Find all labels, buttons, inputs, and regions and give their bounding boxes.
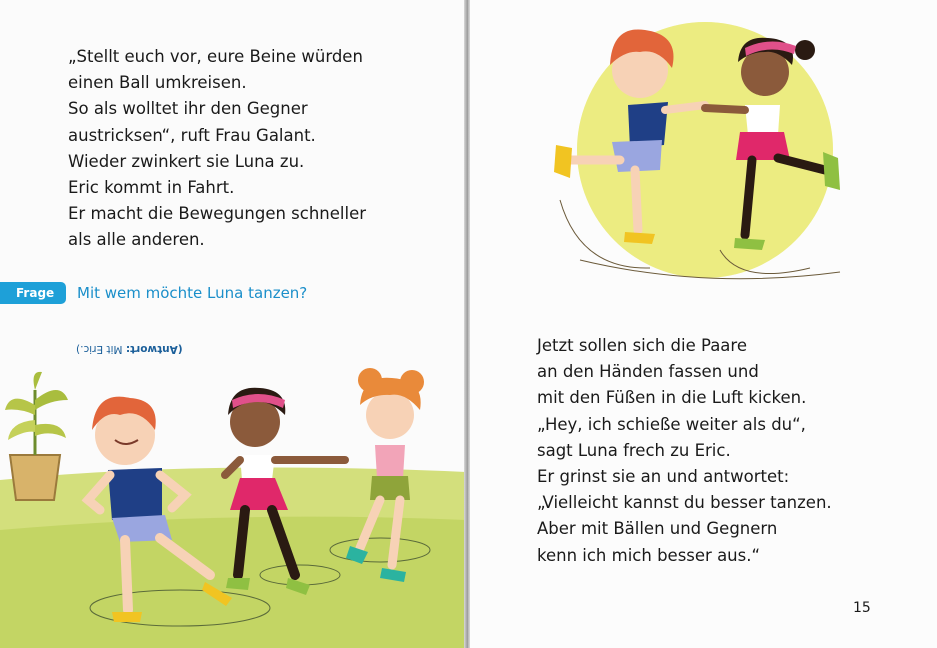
story-line: Wieder zwinkert sie Luna zu. — [68, 151, 305, 171]
story-line: So als wolltet ihr den Gegner — [68, 99, 308, 119]
story-line: sagt Luna frech zu Eric. — [537, 440, 731, 460]
upside-down-answer — [76, 343, 183, 355]
answer-value: Mit Eric.) — [76, 343, 123, 355]
story-line: an den Händen fassen und — [537, 362, 759, 382]
story-line: austricksen“, ruft Frau Galant. — [68, 125, 316, 145]
story-line: Er grinst sie an und antwortet: — [537, 467, 790, 487]
story-line: „Vielleicht kannst du besser tanzen. — [537, 493, 832, 513]
story-line: Eric kommt in Fahrt. — [68, 178, 235, 198]
left-page — [0, 0, 466, 648]
question-text: Mit wem möchte Luna tanzen? — [77, 284, 308, 302]
story-line: Jetzt sollen sich die Paare — [537, 336, 747, 355]
story-line: als alle anderen. — [68, 230, 205, 250]
story-line: kenn ich mich besser aus.“ — [537, 545, 761, 565]
answer-label: (Antwort: — [125, 343, 183, 355]
dancing-children-illustration — [0, 360, 466, 648]
story-line: mit den Füßen in die Luft kicken. — [537, 388, 807, 408]
kicking-children-illustration — [540, 10, 870, 290]
story-line: Aber mit Bällen und Gegnern — [537, 519, 778, 539]
left-story-text — [68, 44, 366, 254]
story-line: einen Ball umkreisen. — [68, 73, 247, 93]
story-line: Er macht die Bewegungen schneller — [68, 204, 367, 224]
story-line: „Stellt euch vor, eure Beine würden — [68, 47, 363, 66]
page-number: 15 — [853, 600, 871, 616]
question-badge: Frage — [0, 282, 66, 304]
right-story-text — [537, 333, 832, 569]
story-line: „Hey, ich schieße weiter als du“, — [537, 414, 806, 434]
